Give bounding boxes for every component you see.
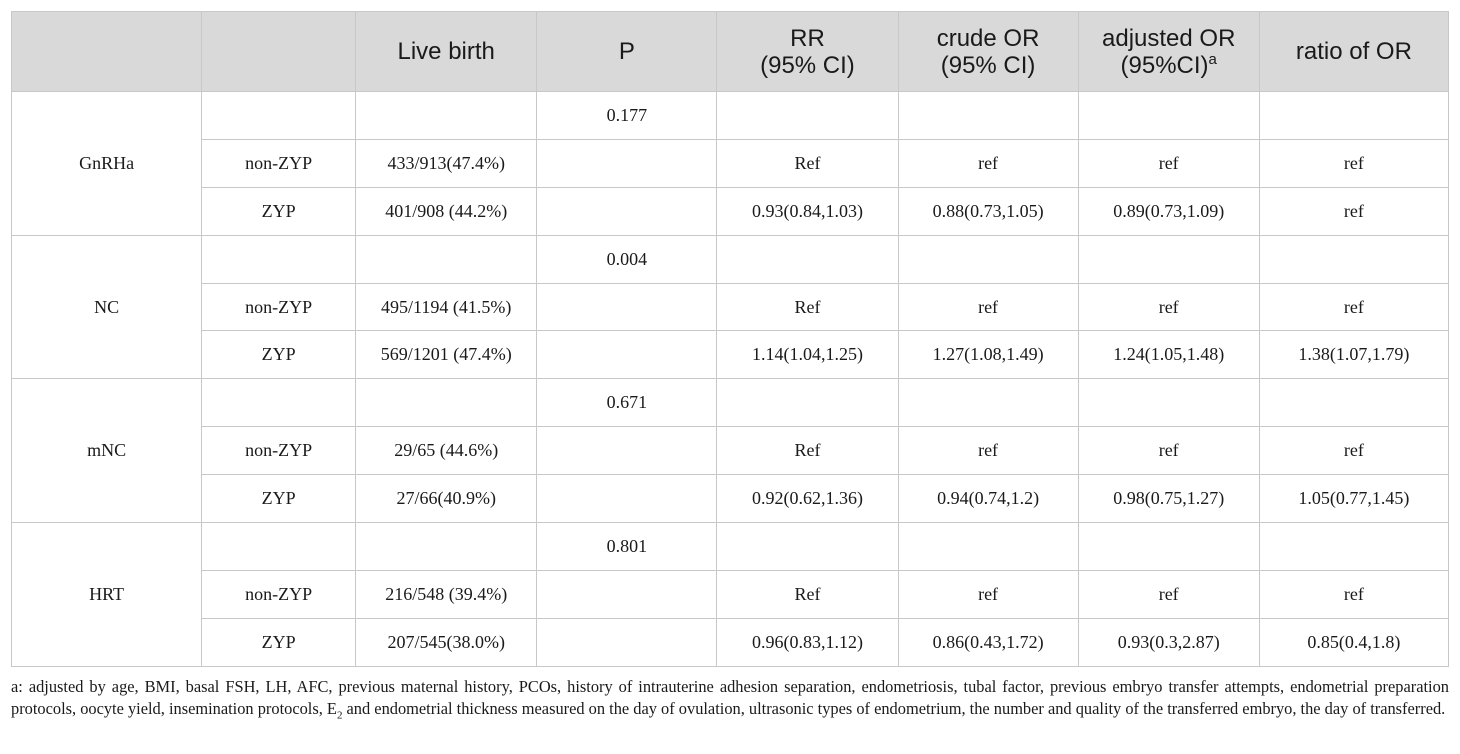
empty-cell	[1078, 92, 1259, 140]
ratio-of-or-cell: 1.05(0.77,1.45)	[1259, 475, 1448, 523]
empty-cell	[717, 235, 898, 283]
group-name-cell: GnRHa	[12, 92, 202, 236]
rr-cell: Ref	[717, 427, 898, 475]
ratio-of-or-cell: ref	[1259, 283, 1448, 331]
header-adjusted-footnote-marker: a	[1208, 50, 1217, 68]
table-row	[12, 283, 1449, 331]
live-birth-blank-cell	[356, 379, 537, 427]
table-row	[12, 475, 1449, 523]
header-live-birth: Live birth	[356, 12, 537, 92]
header-adjusted-line1: adjusted OR	[1102, 24, 1236, 52]
live-birth-blank-cell	[356, 92, 537, 140]
header-crude-line2: (95% CI)	[940, 51, 1036, 79]
table-row	[12, 379, 1449, 427]
live-birth-cell: 433/913(47.4%)	[356, 139, 537, 187]
crude-or-cell: ref	[898, 570, 1078, 618]
live-birth-blank-cell	[356, 235, 537, 283]
crude-or-cell: 0.86(0.43,1.72)	[898, 618, 1078, 666]
table-row	[12, 618, 1449, 666]
live-birth-cell: 569/1201 (47.4%)	[356, 331, 537, 379]
rr-cell: Ref	[717, 283, 898, 331]
subgroup-label-cell: ZYP	[202, 475, 356, 523]
rr-cell: 0.93(0.84,1.03)	[717, 187, 898, 235]
table-row	[12, 139, 1449, 187]
subgroup-blank-cell	[202, 523, 356, 571]
ratio-of-or-cell: ref	[1259, 187, 1448, 235]
adjusted-or-cell: ref	[1078, 139, 1259, 187]
table-row	[12, 427, 1449, 475]
empty-cell	[1259, 523, 1448, 571]
empty-cell	[1078, 235, 1259, 283]
header-blank-group	[12, 12, 202, 92]
p-value-cell: 0.671	[537, 379, 717, 427]
rr-cell: 0.96(0.83,1.12)	[717, 618, 898, 666]
ratio-of-or-cell: 0.85(0.4,1.8)	[1259, 618, 1448, 666]
empty-cell	[1259, 379, 1448, 427]
empty-cell	[717, 379, 898, 427]
live-birth-results-table	[11, 11, 1449, 667]
p-blank-cell	[537, 283, 717, 331]
p-blank-cell	[537, 139, 717, 187]
footnote-part1: a: adjusted by age, BMI, basal FSH, LH, AFC, previous maternal history, PCOs, history of intrauterine adhesion separation, endometriosis, tubal factor, previous embryo transfer attempts, endometrial preparation protocols, oocyte yield, insemination protocols, E	[11, 677, 1449, 718]
live-birth-cell: 216/548 (39.4%)	[356, 570, 537, 618]
p-value-cell: 0.004	[537, 235, 717, 283]
ratio-of-or-cell: 1.38(1.07,1.79)	[1259, 331, 1448, 379]
adjusted-or-cell: ref	[1078, 427, 1259, 475]
p-blank-cell	[537, 570, 717, 618]
table-row	[12, 235, 1449, 283]
subgroup-label-cell: non-ZYP	[202, 427, 356, 475]
header-rr-line1: RR	[790, 24, 825, 52]
subgroup-blank-cell	[202, 379, 356, 427]
rr-cell: 1.14(1.04,1.25)	[717, 331, 898, 379]
crude-or-cell: 0.94(0.74,1.2)	[898, 475, 1078, 523]
p-value-cell: 0.801	[537, 523, 717, 571]
crude-or-cell: ref	[898, 427, 1078, 475]
header-rr	[717, 12, 898, 92]
footnote-part2: and endometrial thickness measured on the day of ovulation, ultrasonic types of endometrium, the number and quality of the transferred embryo, the day of transferred.	[342, 699, 1446, 718]
group-name-cell: HRT	[12, 523, 202, 667]
header-p: P	[537, 12, 717, 92]
results-table-container	[11, 11, 1449, 667]
p-blank-cell	[537, 427, 717, 475]
subgroup-label-cell: ZYP	[202, 331, 356, 379]
live-birth-cell: 495/1194 (41.5%)	[356, 283, 537, 331]
ratio-of-or-cell: ref	[1259, 427, 1448, 475]
live-birth-cell: 207/545(38.0%)	[356, 618, 537, 666]
adjusted-or-cell: 0.98(0.75,1.27)	[1078, 475, 1259, 523]
rr-cell: Ref	[717, 139, 898, 187]
empty-cell	[1078, 379, 1259, 427]
ratio-of-or-cell: ref	[1259, 570, 1448, 618]
empty-cell	[717, 523, 898, 571]
adjusted-or-cell: 0.89(0.73,1.09)	[1078, 187, 1259, 235]
table-body	[12, 92, 1449, 667]
header-blank-subgroup	[202, 12, 356, 92]
rr-cell: 0.92(0.62,1.36)	[717, 475, 898, 523]
group-name-cell: NC	[12, 235, 202, 379]
crude-or-cell: ref	[898, 283, 1078, 331]
p-value-cell: 0.177	[537, 92, 717, 140]
header-adjusted-or	[1078, 12, 1259, 92]
header-rr-line2: (95% CI)	[760, 51, 855, 79]
subgroup-label-cell: non-ZYP	[202, 139, 356, 187]
table-row	[12, 570, 1449, 618]
live-birth-cell: 29/65 (44.6%)	[356, 427, 537, 475]
crude-or-cell: 0.88(0.73,1.05)	[898, 187, 1078, 235]
table-row	[12, 523, 1449, 571]
header-crude-or	[898, 12, 1078, 92]
live-birth-cell: 27/66(40.9%)	[356, 475, 537, 523]
empty-cell	[898, 379, 1078, 427]
empty-cell	[898, 235, 1078, 283]
adjusted-or-cell: ref	[1078, 570, 1259, 618]
empty-cell	[1259, 235, 1448, 283]
empty-cell	[717, 92, 898, 140]
live-birth-blank-cell	[356, 523, 537, 571]
subgroup-label-cell: ZYP	[202, 618, 356, 666]
subgroup-label-cell: non-ZYP	[202, 283, 356, 331]
ratio-of-or-cell: ref	[1259, 139, 1448, 187]
subgroup-blank-cell	[202, 92, 356, 140]
rr-cell: Ref	[717, 570, 898, 618]
header-adjusted-line2: (95%CI)	[1120, 51, 1209, 79]
crude-or-cell: ref	[898, 139, 1078, 187]
footnote-subscript: 2	[336, 709, 343, 722]
subgroup-label-cell: non-ZYP	[202, 570, 356, 618]
p-blank-cell	[537, 187, 717, 235]
empty-cell	[898, 92, 1078, 140]
header-crude-line1: crude OR	[936, 24, 1040, 52]
adjusted-or-cell: 1.24(1.05,1.48)	[1078, 331, 1259, 379]
empty-cell	[1078, 523, 1259, 571]
table-row	[12, 92, 1449, 140]
adjusted-or-cell: 0.93(0.3,2.87)	[1078, 618, 1259, 666]
live-birth-cell: 401/908 (44.2%)	[356, 187, 537, 235]
subgroup-blank-cell	[202, 235, 356, 283]
adjusted-or-cell: ref	[1078, 283, 1259, 331]
group-name-cell: mNC	[12, 379, 202, 523]
table-footnote	[11, 676, 1449, 720]
empty-cell	[898, 523, 1078, 571]
crude-or-cell: 1.27(1.08,1.49)	[898, 331, 1078, 379]
table-row	[12, 187, 1449, 235]
table-header-row	[12, 12, 1449, 92]
empty-cell	[1259, 92, 1448, 140]
p-blank-cell	[537, 618, 717, 666]
header-ratio-of-or: ratio of OR	[1259, 12, 1448, 92]
table-row	[12, 331, 1449, 379]
subgroup-label-cell: ZYP	[202, 187, 356, 235]
p-blank-cell	[537, 475, 717, 523]
p-blank-cell	[537, 331, 717, 379]
